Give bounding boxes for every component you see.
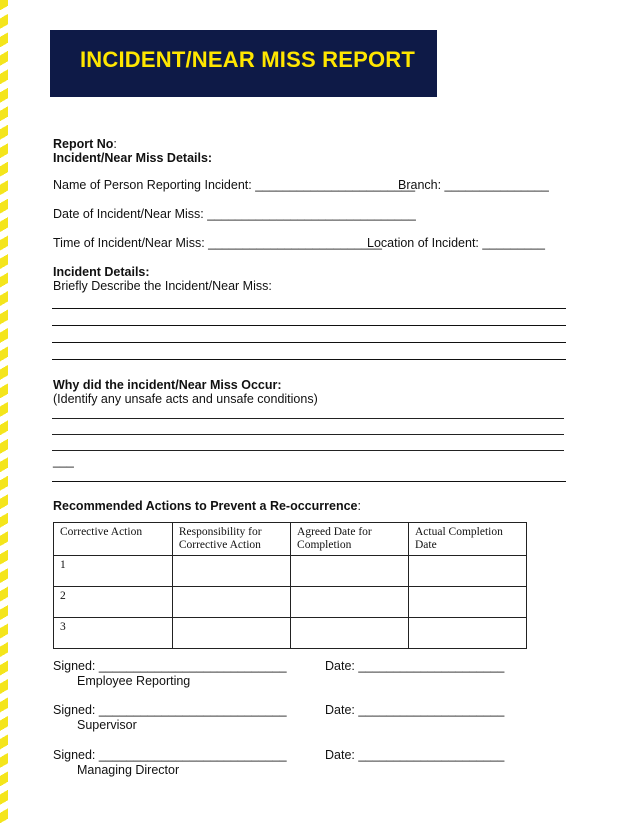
time-field[interactable]: Time of Incident/Near Miss: _________________________ — [53, 236, 382, 250]
table-cell[interactable] — [172, 556, 290, 587]
date-field[interactable]: Date of Incident/Near Miss: ______________________________ — [53, 207, 416, 221]
table-header-row — [54, 523, 527, 556]
description-line-2[interactable] — [52, 325, 566, 326]
actions-table — [53, 522, 527, 649]
name-field[interactable]: Name of Person Reporting Incident: _______________________ — [53, 178, 416, 192]
table-row — [54, 618, 527, 649]
table-row — [54, 587, 527, 618]
table-cell[interactable] — [291, 618, 409, 649]
why-note: (Identify any unsafe acts and unsafe conditions) — [53, 392, 318, 406]
signed-line-3[interactable]: Signed: ___________________________ — [53, 748, 287, 762]
table-header-cell: Corrective Action — [54, 523, 173, 556]
date-line-3[interactable]: Date: _____________________ — [325, 748, 505, 762]
table-header-cell: Responsibility for Corrective Action — [172, 523, 290, 556]
incident-details-heading: Incident Details: — [53, 265, 150, 279]
description-line-1[interactable] — [52, 308, 566, 309]
report-no-colon: : — [113, 137, 117, 151]
why-line-tail[interactable]: ___ — [53, 454, 74, 468]
table-cell[interactable] — [291, 556, 409, 587]
decorative-stripe — [0, 0, 8, 823]
table-header-cell: Agreed Date for Completion — [291, 523, 409, 556]
role-label-2: Supervisor — [77, 718, 137, 732]
role-label-3: Managing Director — [77, 763, 180, 777]
details-heading: Incident/Near Miss Details: — [53, 151, 213, 165]
table-cell[interactable] — [409, 556, 527, 587]
page-title: INCIDENT/NEAR MISS REPORT — [80, 47, 416, 72]
table-header-cell: Actual Completion Date — [409, 523, 527, 556]
report-no — [53, 137, 117, 151]
recommended-heading-text: Recommended Actions to Prevent a Re-occurrence — [53, 499, 358, 513]
location-field[interactable]: Location of Incident: _________ — [367, 236, 545, 250]
recommended-heading — [53, 499, 361, 513]
branch-field[interactable]: Branch: _______________ — [398, 178, 549, 192]
table-row — [54, 556, 527, 587]
table-cell[interactable]: 1 — [54, 556, 173, 587]
why-line-3[interactable] — [52, 450, 564, 451]
signed-line-1[interactable]: Signed: ___________________________ — [53, 659, 287, 673]
description-line-3[interactable] — [52, 342, 566, 343]
title-banner — [50, 30, 437, 97]
table-cell[interactable] — [409, 618, 527, 649]
table-cell[interactable]: 3 — [54, 618, 173, 649]
why-heading: Why did the incident/Near Miss Occur: — [53, 378, 282, 392]
table-cell[interactable] — [172, 618, 290, 649]
table-cell[interactable] — [291, 587, 409, 618]
table-cell[interactable] — [409, 587, 527, 618]
date-line-2[interactable]: Date: _____________________ — [325, 703, 505, 717]
recommended-colon: : — [357, 499, 361, 513]
report-no-label: Report No — [53, 137, 114, 151]
date-line-1[interactable]: Date: _____________________ — [325, 659, 505, 673]
table-cell[interactable] — [172, 587, 290, 618]
table-cell[interactable]: 2 — [54, 587, 173, 618]
incident-details-prompt: Briefly Describe the Incident/Near Miss: — [53, 279, 272, 293]
why-line-1[interactable] — [52, 418, 564, 419]
description-line-4[interactable] — [52, 359, 566, 360]
why-line-end[interactable] — [52, 481, 566, 482]
role-label-1: Employee Reporting — [77, 674, 191, 688]
why-line-2[interactable] — [52, 434, 564, 435]
signed-line-2[interactable]: Signed: ___________________________ — [53, 703, 287, 717]
